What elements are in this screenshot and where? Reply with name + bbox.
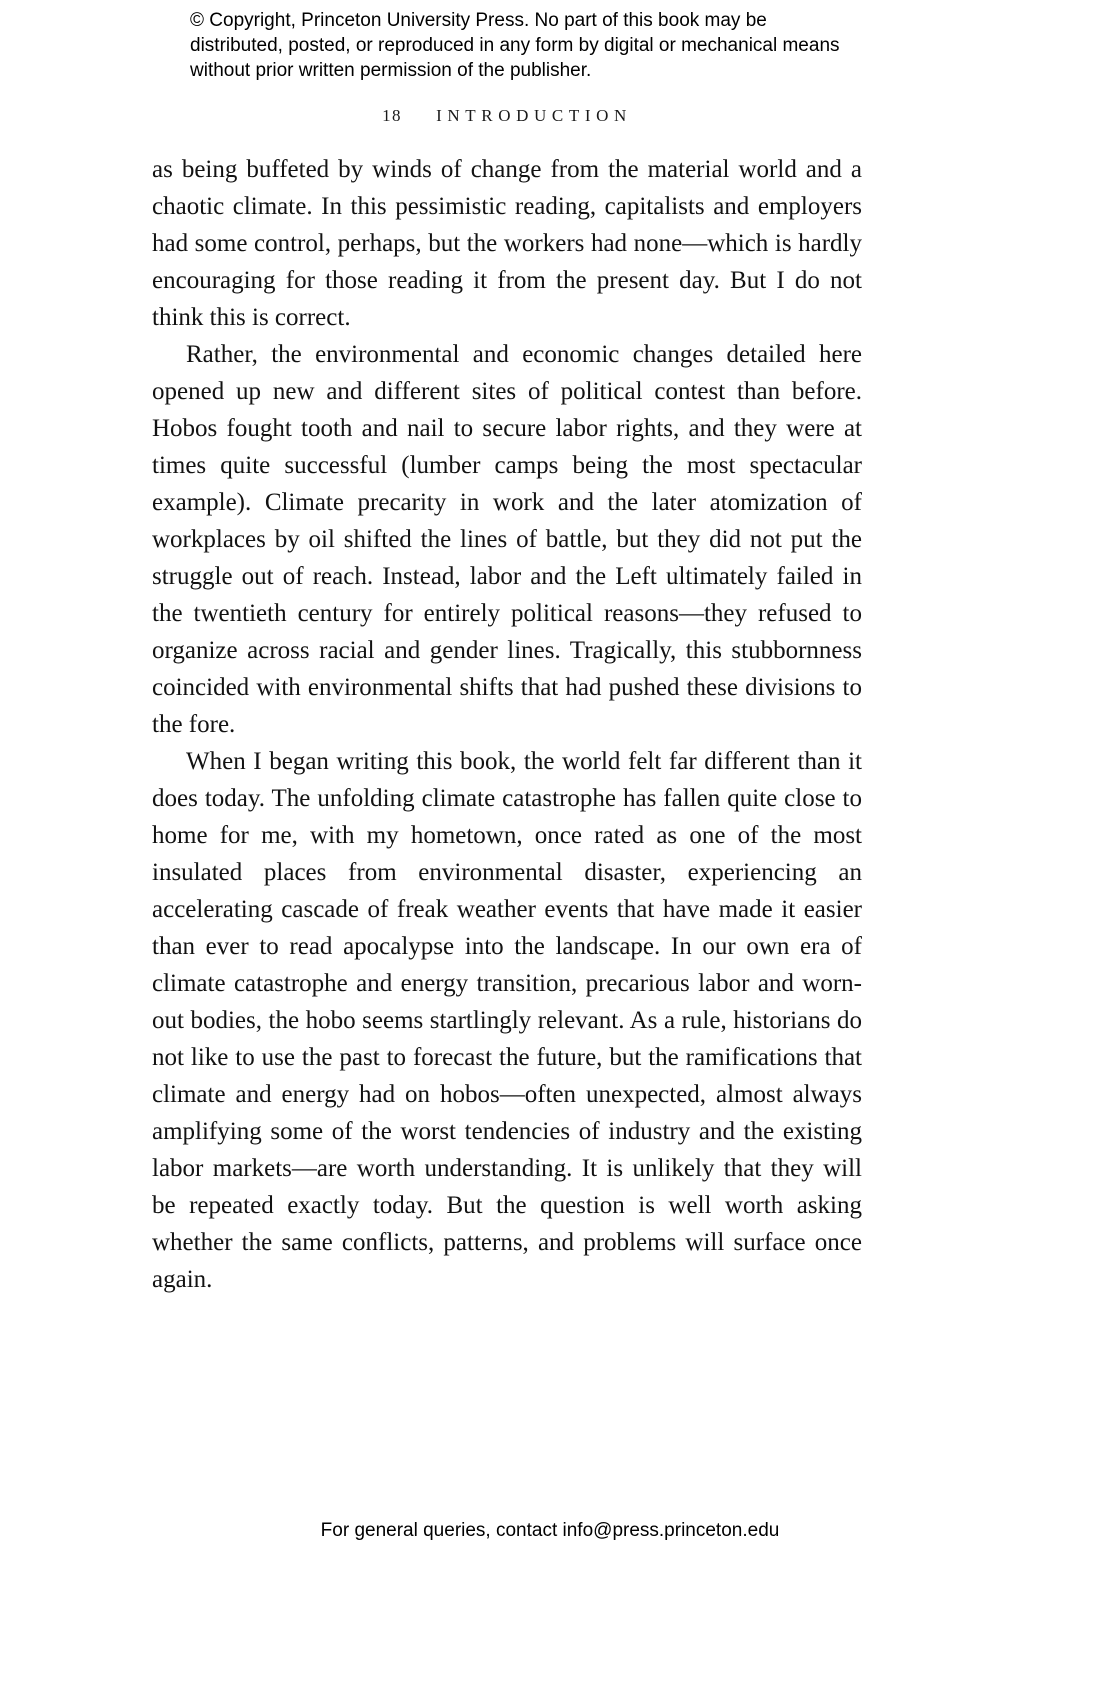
page-number: 18 <box>382 106 402 125</box>
paragraph-continuation: as being buffeted by winds of change from the material world and a chaotic climate. In this pessimistic reading, capitalists and employers had some control, perhaps, but the workers had none—which is hardly encouraging for those reading it from the present day. But I do not think this is correct. <box>152 156 862 331</box>
running-header <box>152 106 862 126</box>
paragraph: When I began writing this book, the world felt far different than it does today. The unfolding climate catastrophe has fallen quite close to home for me, with my hometown, once rated as one of the most insulated places from environmental disaster, experiencing an accelerating cascade of freak weather events that have made it easier than ever to read apocalypse into the landscape. In our own era of climate catastrophe and energy transition, precarious labor and worn-out bodies, the hobo seems startlingly relevant. As a rule, historians do not like to use the past to forecast the future, but the ramifications that climate and energy had on hobos—often unexpected, almost always amplifying some of the worst tendencies of industry and the existing labor markets—are worth understanding. It is unlikely that they will be repeated exactly today. But the question is well worth asking whether the same conflicts, patterns, and problems will surface once again. <box>152 748 862 1293</box>
running-head-title: INTRODUCTION <box>436 106 632 125</box>
paragraph: Rather, the environmental and economic changes detailed here opened up new and different sites of political contest than before. Hobos fought tooth and nail to secure labor rights, and they were at times quite successful (lumber camps being the most spectacular example). Climate precarity in work and the later atomization of workplaces by oil shifted the lines of battle, but they did not put the struggle out of reach. Instead, labor and the Left ultimately failed in the twentieth century for entirely political reasons—they refused to organize across racial and gender lines. Tragically, this stubbornness coincided with environmental shifts that had pushed these divisions to the fore. <box>152 341 862 738</box>
body-text-block <box>152 151 862 1298</box>
copyright-notice: © Copyright, Princeton University Press. No part of this book may be distributed, posted, or reproduced in any form by digital or mechanical means without prior written permission of the publisher. <box>190 10 840 81</box>
footer-contact: For general queries, contact info@press.princeton.edu <box>320 1520 780 1541</box>
